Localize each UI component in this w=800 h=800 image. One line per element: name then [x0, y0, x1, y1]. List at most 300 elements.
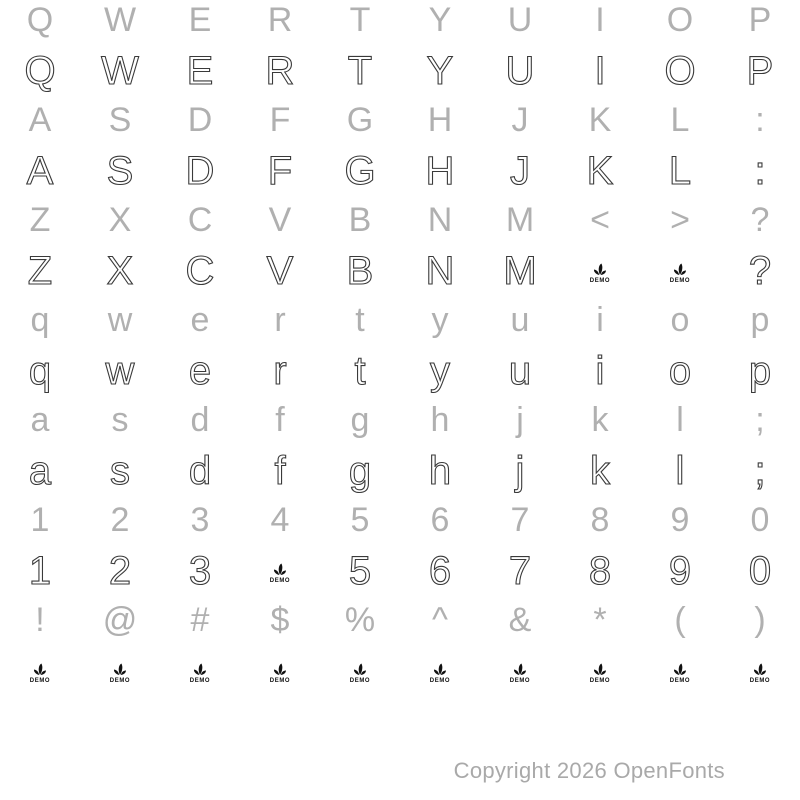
char-cell: [640, 200, 720, 250]
glyph: 3: [188, 548, 212, 593]
demo-label: DEMO: [749, 678, 771, 684]
char-cell: [240, 300, 320, 350]
glyph: e: [188, 348, 212, 393]
glyph: 1: [28, 548, 52, 593]
char-cell: [560, 600, 640, 650]
char-cell: [400, 450, 480, 500]
char-cell: [640, 100, 720, 150]
demo-glyph-icon: [269, 562, 291, 584]
glyph: g: [348, 448, 372, 493]
glyph: 7: [510, 500, 530, 539]
char-cell: [160, 550, 240, 600]
char-row-11-gray: [0, 500, 800, 550]
glyph: :: [755, 100, 765, 139]
glyph: 7: [508, 548, 532, 593]
glyph: H: [427, 100, 453, 139]
char-cell: [80, 500, 160, 550]
demo-label: DEMO: [349, 678, 371, 684]
glyph: d: [190, 400, 210, 439]
glyph: D: [185, 148, 215, 193]
char-cell: [160, 500, 240, 550]
char-cell: [640, 0, 720, 50]
demo-glyph-icon: [509, 662, 531, 684]
glyph: y: [430, 348, 450, 393]
char-cell: [320, 500, 400, 550]
char-cell: [80, 0, 160, 50]
char-cell: [720, 100, 800, 150]
glyph: p: [748, 348, 772, 393]
glyph: C: [185, 248, 215, 293]
char-cell: [0, 300, 80, 350]
char-cell: [560, 450, 640, 500]
glyph: 6: [428, 548, 452, 593]
glyph: Z: [27, 248, 53, 293]
char-cell: [720, 400, 800, 450]
glyph: A: [28, 100, 52, 139]
glyph: t: [354, 348, 366, 393]
char-cell: [320, 350, 400, 400]
char-cell: [160, 150, 240, 200]
glyph: M: [503, 248, 537, 293]
char-cell: [240, 600, 320, 650]
glyph: 1: [30, 500, 50, 539]
glyph: N: [425, 248, 455, 293]
glyph: y: [431, 300, 449, 339]
demo-fleuron-icon: [509, 662, 531, 677]
glyph: (: [674, 600, 686, 639]
demo-glyph-icon: [589, 262, 611, 284]
glyph: ): [754, 600, 766, 639]
glyph: #: [190, 600, 210, 639]
char-row-10-black: [0, 450, 800, 500]
glyph: W: [103, 0, 137, 39]
glyph: B: [348, 200, 372, 239]
demo-fleuron-icon: [669, 662, 691, 677]
char-cell: [0, 650, 80, 700]
char-cell: [560, 150, 640, 200]
glyph: Q: [26, 0, 54, 39]
char-cell: [560, 350, 640, 400]
char-cell: [240, 200, 320, 250]
demo-glyph-icon: [269, 662, 291, 684]
glyph: q: [30, 300, 50, 339]
glyph: ;: [754, 448, 766, 493]
char-cell: [80, 350, 160, 400]
glyph: <: [590, 200, 610, 239]
glyph: J: [511, 100, 529, 139]
char-cell: [0, 350, 80, 400]
glyph: ;: [755, 400, 765, 439]
char-cell: [720, 500, 800, 550]
glyph: :: [754, 148, 766, 193]
glyph: %: [344, 600, 376, 639]
glyph: g: [350, 400, 370, 439]
char-cell: [80, 200, 160, 250]
glyph: G: [346, 100, 374, 139]
char-cell: [0, 200, 80, 250]
char-cell: [0, 250, 80, 300]
demo-fleuron-icon: [189, 662, 211, 677]
char-cell: [80, 300, 160, 350]
char-cell: [160, 650, 240, 700]
glyph: q: [28, 348, 52, 393]
glyph: P: [746, 48, 774, 93]
glyph: 6: [430, 500, 450, 539]
glyph: N: [427, 200, 453, 239]
char-cell: [720, 50, 800, 100]
char-cell: [240, 550, 320, 600]
demo-label: DEMO: [509, 678, 531, 684]
char-cell: [480, 450, 560, 500]
char-cell: [160, 200, 240, 250]
glyph: a: [30, 400, 50, 439]
char-cell: [640, 350, 720, 400]
glyph: 2: [110, 500, 130, 539]
glyph: ?: [750, 200, 770, 239]
char-cell: [0, 500, 80, 550]
char-cell: [320, 650, 400, 700]
char-row-5-gray: [0, 200, 800, 250]
char-cell: [0, 0, 80, 50]
char-row-9-gray: [0, 400, 800, 450]
glyph: r: [274, 300, 286, 339]
char-cell: [0, 550, 80, 600]
glyph: 3: [190, 500, 210, 539]
glyph: S: [106, 148, 134, 193]
glyph: V: [268, 200, 292, 239]
glyph: O: [666, 0, 694, 39]
char-cell: [480, 300, 560, 350]
glyph: u: [510, 300, 530, 339]
char-cell: [400, 200, 480, 250]
demo-label: DEMO: [29, 678, 51, 684]
char-cell: [560, 200, 640, 250]
char-cell: [400, 400, 480, 450]
glyph: l: [675, 448, 685, 493]
glyph: O: [664, 48, 696, 93]
glyph: I: [594, 48, 606, 93]
glyph: 4: [270, 500, 290, 539]
glyph: 9: [670, 500, 690, 539]
demo-label: DEMO: [589, 678, 611, 684]
demo-label: DEMO: [669, 678, 691, 684]
glyph: 9: [668, 548, 692, 593]
char-cell: [160, 250, 240, 300]
char-cell: [160, 350, 240, 400]
demo-label: DEMO: [269, 678, 291, 684]
char-cell: [80, 150, 160, 200]
glyph: f: [275, 400, 285, 439]
char-cell: [720, 200, 800, 250]
glyph: T: [349, 0, 371, 39]
demo-glyph-icon: [349, 662, 371, 684]
glyph: $: [270, 600, 290, 639]
glyph: D: [187, 100, 213, 139]
char-cell: [480, 50, 560, 100]
char-cell: [160, 600, 240, 650]
glyph: V: [266, 248, 294, 293]
glyph: K: [588, 100, 612, 139]
char-cell: [320, 150, 400, 200]
char-cell: [0, 400, 80, 450]
char-cell: [80, 400, 160, 450]
char-cell: [0, 600, 80, 650]
demo-glyph-icon: [749, 662, 771, 684]
char-row-1-gray: [0, 0, 800, 50]
char-cell: [560, 50, 640, 100]
char-cell: [240, 350, 320, 400]
char-cell: [0, 150, 80, 200]
glyph: o: [670, 300, 690, 339]
glyph: C: [187, 200, 213, 239]
char-cell: [640, 50, 720, 100]
demo-glyph-icon: [669, 262, 691, 284]
demo-fleuron-icon: [269, 562, 291, 577]
glyph: h: [428, 448, 452, 493]
glyph: E: [188, 0, 212, 39]
demo-glyph-icon: [29, 662, 51, 684]
char-cell: [80, 600, 160, 650]
char-cell: [720, 0, 800, 50]
glyph: 5: [350, 500, 370, 539]
char-cell: [640, 600, 720, 650]
char-cell: [400, 600, 480, 650]
char-cell: [560, 400, 640, 450]
glyph: J: [510, 148, 530, 193]
demo-fleuron-icon: [29, 662, 51, 677]
char-cell: [560, 650, 640, 700]
char-cell: [0, 50, 80, 100]
char-cell: [720, 150, 800, 200]
glyph: l: [676, 400, 684, 439]
char-cell: [400, 550, 480, 600]
glyph: 5: [348, 548, 372, 593]
glyph: s: [111, 400, 129, 439]
char-cell: [640, 550, 720, 600]
glyph: L: [670, 100, 690, 139]
char-cell: [240, 0, 320, 50]
glyph: 8: [590, 500, 610, 539]
char-cell: [400, 250, 480, 300]
glyph: p: [750, 300, 770, 339]
char-row-3-gray: [0, 100, 800, 150]
char-row-14-black: [0, 650, 800, 700]
char-cell: [400, 300, 480, 350]
glyph: o: [668, 348, 692, 393]
glyph: U: [507, 0, 533, 39]
glyph: *: [593, 600, 607, 639]
char-cell: [480, 400, 560, 450]
demo-fleuron-icon: [749, 662, 771, 677]
char-cell: [320, 300, 400, 350]
demo-label: DEMO: [189, 678, 211, 684]
char-cell: [320, 100, 400, 150]
char-cell: [80, 100, 160, 150]
demo-glyph-icon: [669, 662, 691, 684]
demo-label: DEMO: [269, 578, 291, 584]
char-row-13-gray: [0, 600, 800, 650]
char-cell: [480, 100, 560, 150]
char-cell: [400, 350, 480, 400]
glyph: 0: [750, 500, 770, 539]
glyph: S: [108, 100, 132, 139]
glyph: Q: [24, 48, 56, 93]
char-cell: [240, 250, 320, 300]
char-cell: [720, 450, 800, 500]
char-cell: [560, 100, 640, 150]
char-cell: [560, 500, 640, 550]
glyph: @: [102, 600, 138, 639]
char-cell: [240, 450, 320, 500]
glyph: 2: [108, 548, 132, 593]
char-cell: [480, 600, 560, 650]
char-cell: [160, 450, 240, 500]
char-cell: [480, 200, 560, 250]
glyph: t: [355, 300, 365, 339]
glyph: L: [668, 148, 692, 193]
char-cell: [640, 500, 720, 550]
glyph: F: [269, 100, 291, 139]
demo-glyph-icon: [589, 662, 611, 684]
char-cell: [0, 100, 80, 150]
glyph: E: [186, 48, 214, 93]
glyph: K: [586, 148, 614, 193]
glyph: u: [508, 348, 532, 393]
demo-fleuron-icon: [669, 262, 691, 277]
demo-glyph-icon: [189, 662, 211, 684]
char-cell: [720, 550, 800, 600]
char-cell: [240, 150, 320, 200]
char-row-7-gray: [0, 300, 800, 350]
glyph: Y: [428, 0, 452, 39]
demo-fleuron-icon: [349, 662, 371, 677]
glyph: R: [265, 48, 295, 93]
char-cell: [320, 450, 400, 500]
glyph: s: [110, 448, 130, 493]
glyph: 8: [588, 548, 612, 593]
char-cell: [160, 300, 240, 350]
char-cell: [640, 400, 720, 450]
char-cell: [80, 250, 160, 300]
glyph: F: [267, 148, 293, 193]
char-cell: [320, 50, 400, 100]
char-cell: [80, 50, 160, 100]
demo-label: DEMO: [109, 678, 131, 684]
char-cell: [160, 100, 240, 150]
char-cell: [720, 600, 800, 650]
glyph: h: [430, 400, 450, 439]
glyph: k: [591, 400, 609, 439]
glyph: d: [188, 448, 212, 493]
glyph: Y: [426, 48, 454, 93]
char-cell: [400, 150, 480, 200]
glyph: i: [595, 348, 605, 393]
char-cell: [480, 550, 560, 600]
glyph: A: [26, 148, 54, 193]
char-cell: [240, 500, 320, 550]
demo-glyph-icon: [109, 662, 131, 684]
glyph: U: [505, 48, 535, 93]
char-cell: [480, 150, 560, 200]
glyph: &: [508, 600, 532, 639]
demo-fleuron-icon: [429, 662, 451, 677]
glyph: P: [748, 0, 772, 39]
char-cell: [240, 50, 320, 100]
char-cell: [400, 650, 480, 700]
glyph: !: [35, 600, 45, 639]
char-cell: [400, 100, 480, 150]
glyph: W: [101, 48, 139, 93]
char-cell: [560, 0, 640, 50]
glyph: w: [107, 300, 133, 339]
demo-fleuron-icon: [109, 662, 131, 677]
char-cell: [160, 0, 240, 50]
char-cell: [480, 0, 560, 50]
char-cell: [480, 500, 560, 550]
demo-label: DEMO: [589, 278, 611, 284]
glyph: j: [515, 448, 525, 493]
char-cell: [640, 650, 720, 700]
glyph: X: [108, 200, 132, 239]
glyph: w: [105, 348, 135, 393]
char-cell: [400, 500, 480, 550]
char-cell: [240, 650, 320, 700]
glyph: H: [425, 148, 455, 193]
char-cell: [480, 650, 560, 700]
demo-label: DEMO: [669, 278, 691, 284]
char-cell: [240, 100, 320, 150]
char-cell: [640, 150, 720, 200]
glyph: I: [595, 0, 605, 39]
glyph: i: [596, 300, 604, 339]
char-cell: [160, 400, 240, 450]
char-row-2-black: [0, 50, 800, 100]
glyph: Z: [29, 200, 51, 239]
char-cell: [320, 250, 400, 300]
char-cell: [80, 550, 160, 600]
char-cell: [0, 450, 80, 500]
char-cell: [480, 250, 560, 300]
glyph: T: [347, 48, 373, 93]
char-cell: [640, 450, 720, 500]
char-cell: [320, 400, 400, 450]
demo-fleuron-icon: [589, 662, 611, 677]
char-cell: [320, 200, 400, 250]
char-cell: [240, 400, 320, 450]
glyph: j: [516, 400, 524, 439]
char-cell: [720, 650, 800, 700]
char-cell: [400, 50, 480, 100]
glyph: a: [28, 448, 52, 493]
char-row-12-black: [0, 550, 800, 600]
demo-fleuron-icon: [269, 662, 291, 677]
char-cell: [720, 250, 800, 300]
glyph: ?: [748, 248, 772, 293]
char-cell: [320, 600, 400, 650]
glyph: X: [106, 248, 134, 293]
char-cell: [720, 300, 800, 350]
char-cell: [480, 350, 560, 400]
char-cell: [320, 550, 400, 600]
char-cell: [160, 50, 240, 100]
glyph: r: [273, 348, 287, 393]
glyph: M: [505, 200, 535, 239]
glyph: ^: [432, 600, 448, 639]
glyph: >: [670, 200, 690, 239]
char-cell: [80, 650, 160, 700]
char-cell: [560, 550, 640, 600]
glyph: e: [190, 300, 210, 339]
